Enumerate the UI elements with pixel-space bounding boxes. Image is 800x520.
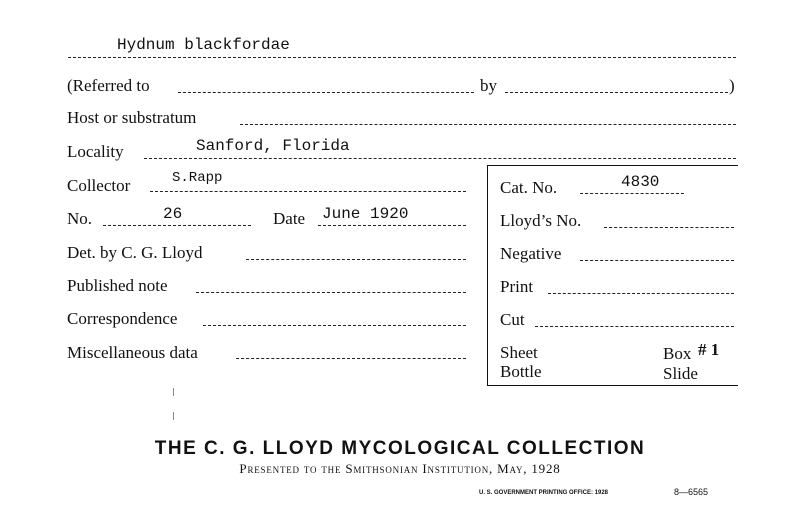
lloyds-no-label: Lloyd’s No.: [500, 211, 582, 230]
referred-to-label: (Referred to: [67, 76, 150, 95]
det-by-line: [246, 259, 466, 260]
print-line: [548, 293, 734, 294]
no-value: 26: [163, 205, 183, 223]
close-paren: ): [729, 76, 735, 95]
date-label: Date: [273, 209, 306, 228]
referred-to-line: [178, 92, 474, 93]
collector-line: [150, 191, 466, 192]
printing-office-note: U. S. GOVERNMENT PRINTING OFFICE: 1928: [479, 490, 609, 496]
collection-title: THE C. G. LLOYD MYCOLOGICAL COLLECTION: [154, 438, 646, 459]
collector-label: Collector: [67, 176, 131, 195]
collection-subtitle: [0, 461, 800, 477]
host-line: [240, 124, 736, 125]
species-name: Hydnum blackfordae: [117, 36, 290, 54]
published-note-line: [196, 292, 466, 293]
correspondence-label: Correspondence: [67, 309, 178, 328]
tick-mark: [173, 388, 174, 396]
date-value: June 1920: [322, 205, 409, 223]
cat-no-value: 4830: [621, 173, 660, 191]
tick-mark: [173, 412, 174, 420]
box-label: Box: [663, 344, 692, 363]
host-label: Host or substratum: [67, 108, 197, 127]
locality-value: Sanford, Florida: [196, 137, 350, 155]
sheet-label: Sheet: [500, 343, 538, 362]
det-by-label: Det. by C. G. Lloyd: [67, 243, 203, 262]
lloyds-no-line: [604, 227, 734, 228]
correspondence-line: [203, 325, 466, 326]
date-line: [318, 225, 466, 226]
collection-subtitle-text: Presented to the Smithsonian Institution, May, 1928: [239, 461, 561, 476]
no-line: [103, 225, 251, 226]
cat-no-line: [580, 193, 684, 194]
locality-label: Locality: [67, 142, 124, 161]
by-label: by: [480, 76, 497, 95]
species-line: [68, 57, 736, 58]
miscellaneous-data-line: [236, 358, 466, 359]
miscellaneous-data-label: Miscellaneous data: [67, 343, 198, 362]
no-label: No.: [67, 209, 93, 228]
locality-line: [144, 158, 736, 159]
cut-label: Cut: [500, 310, 525, 329]
box-value: # 1: [698, 340, 720, 359]
print-label: Print: [500, 277, 534, 296]
negative-line: [580, 260, 734, 261]
bottle-label: Bottle: [500, 362, 542, 381]
cat-no-label: Cat. No.: [500, 178, 558, 197]
published-note-label: Published note: [67, 276, 168, 295]
collector-value: S.Rapp: [172, 170, 223, 186]
negative-label: Negative: [500, 244, 562, 263]
form-number: 8—6565: [674, 487, 709, 497]
cut-line: [535, 326, 734, 327]
by-line: [505, 92, 728, 93]
slide-label: Slide: [663, 364, 698, 383]
